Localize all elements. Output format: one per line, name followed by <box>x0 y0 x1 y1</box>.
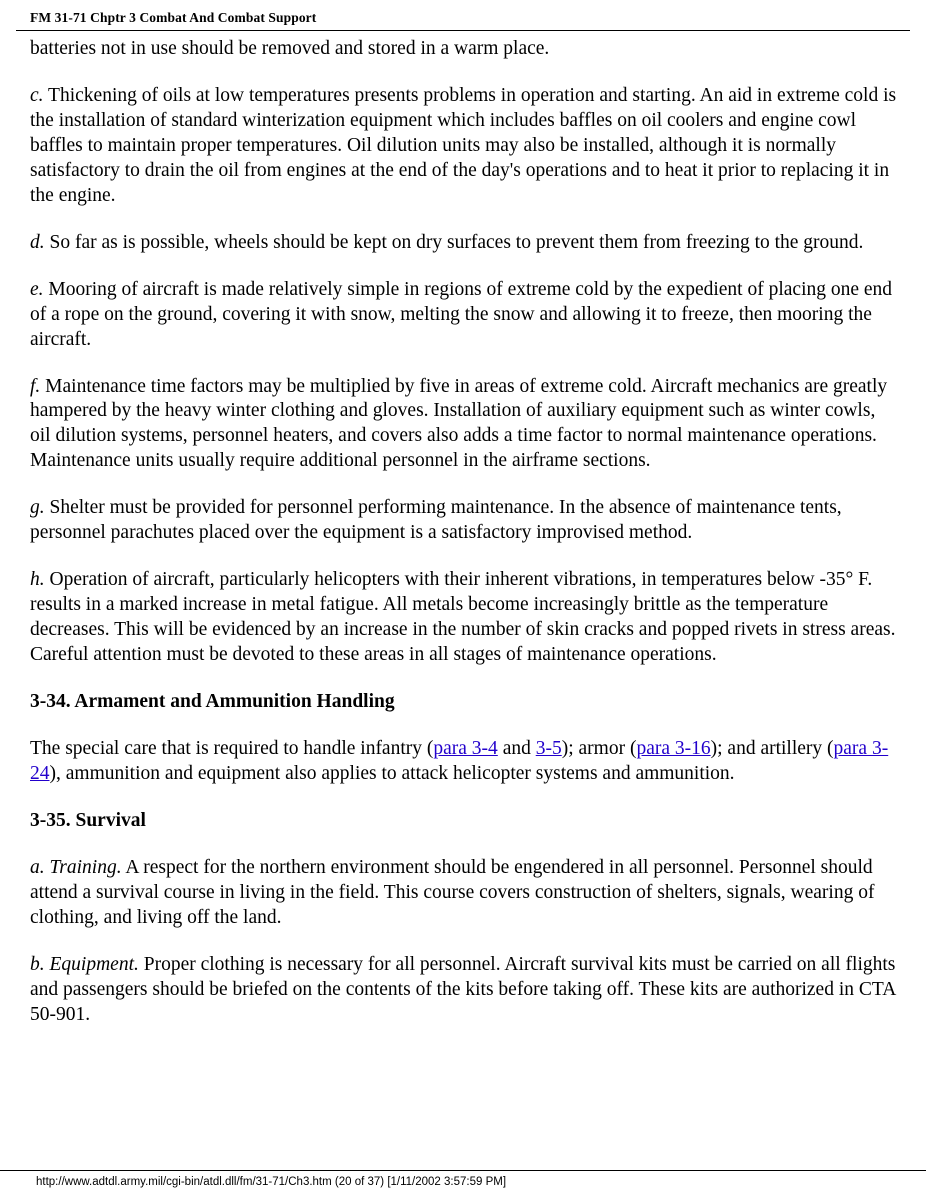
paragraph-c-text: Thickening of oils at low temperatures presents problems in operation and starting. An aid in extreme cold is the installation of standard winterization equipment which includes baffles on oil coolers and engine cowl baffles to maintain proper temperatures. Oil dilution units may also be installed, although it is normally satisfactory to drain the oil from engines at the end of the day's operations and to heat it prior to replacing it in the engine. <box>30 84 897 206</box>
paragraph-d-text: So far as is possible, wheels should be kept on dry surfaces to prevent them from freezing to the ground. <box>44 231 864 253</box>
section-heading-3-34: 3-34. Armament and Ammunition Handling <box>30 691 395 713</box>
paragraph-e <box>30 278 898 353</box>
paragraph-continuation: batteries not in use should be removed and stored in a warm place. <box>30 38 550 59</box>
paragraph-f-text: Maintenance time factors may be multiplied by five in areas of extreme cold. Aircraft mechanics are greatly hampered by the heavy winter clothing and gloves. Installation of auxiliary equipment such as winter cowls, oil dilution systems, personnel heaters, and covers also adds a time factor to normal maintenance operations. Maintenance units usually require additional personnel in the airframe sections. <box>30 375 888 472</box>
paragraph-3-34-part4: ); and artillery ( <box>710 738 834 760</box>
section-heading-3-35: 3-35. Survival <box>30 809 146 831</box>
paragraph-f <box>30 375 898 475</box>
footer-divider <box>0 1170 926 1171</box>
paragraph-3-34 <box>30 737 898 787</box>
page-header <box>16 10 910 31</box>
paragraph-g <box>30 496 898 546</box>
paragraph-b-label: b. Equipment. <box>30 953 139 975</box>
paragraph-3-34-part3: ); armor ( <box>561 738 637 760</box>
paragraph-d-label: d. <box>30 231 45 253</box>
paragraph-b-text: Proper clothing is necessary for all personnel. Aircraft survival kits must be carried on all flights and passengers should be briefed on the contents of the kits before taking off. These kits are authorized in CTA 50-901. <box>30 953 896 1025</box>
paragraph-3-34-part2: and <box>497 738 536 760</box>
page-footer <box>0 1170 926 1198</box>
paragraph-c-label: c. <box>30 84 44 106</box>
paragraph-e-text: Mooring of aircraft is made relatively simple in regions of extreme cold by the expedient of placing one end of a rope on the ground, covering it with snow, melting the snow and allowing it to freeze, then mooring the aircraft. <box>30 278 893 350</box>
document-body <box>16 37 910 1028</box>
paragraph-h <box>30 568 898 668</box>
header-divider <box>16 30 910 31</box>
paragraph-h-label: h. <box>30 569 45 591</box>
paragraph-c <box>30 84 898 209</box>
paragraph-3-34-part5: ), ammunition and equipment also applies to attack helicopter systems and ammunition. <box>49 762 735 784</box>
paragraph-f-label: f. <box>30 375 41 397</box>
link-para-3-4[interactable]: para 3-4 <box>433 738 498 760</box>
footer-url: http://www.adtdl.army.mil/cgi-bin/atdl.dll/fm/31-71/Ch3.htm (20 of 37) [1/11/2002 3:57:59 PM] <box>36 1176 507 1188</box>
paragraph-d <box>30 231 898 256</box>
paragraph-a-text: A respect for the northern environment should be engendered in all personnel. Personnel should attend a survival course in living in the field. This course covers construction of shelters, signals, wearing of clothing, and living off the land. <box>30 856 875 928</box>
link-para-3-16[interactable]: para 3-16 <box>636 738 711 760</box>
paragraph-h-text: Operation of aircraft, particularly helicopters with their inherent vibrations, in temperatures below -35° F. results in a marked increase in metal fatigue. All metals become increasingly brittle as the temperature decreases. This will be evidenced by an increase in the number of skin cracks and popped rivets in stress areas. Careful attention must be devoted to these areas in all stages of maintenance operations. <box>30 569 896 666</box>
header-title: FM 31-71 Chptr 3 Combat And Combat Support <box>30 10 317 25</box>
link-para-3-24[interactable]: para 3-24 <box>30 738 889 784</box>
paragraph-g-text: Shelter must be provided for personnel performing maintenance. In the absence of maintenance tents, personnel parachutes placed over the equipment is a satisfactory improvised method. <box>30 497 842 544</box>
paragraph-a-label: a. Training. <box>30 856 122 878</box>
link-para-3-5[interactable]: 3-5 <box>535 738 562 760</box>
paragraph-e-label: e. <box>30 278 44 300</box>
paragraph-g-label: g. <box>30 497 45 519</box>
paragraph-3-34-part1: The special care that is required to handle infantry ( <box>30 738 434 760</box>
paragraph-a <box>30 856 898 931</box>
paragraph-b <box>30 953 898 1028</box>
